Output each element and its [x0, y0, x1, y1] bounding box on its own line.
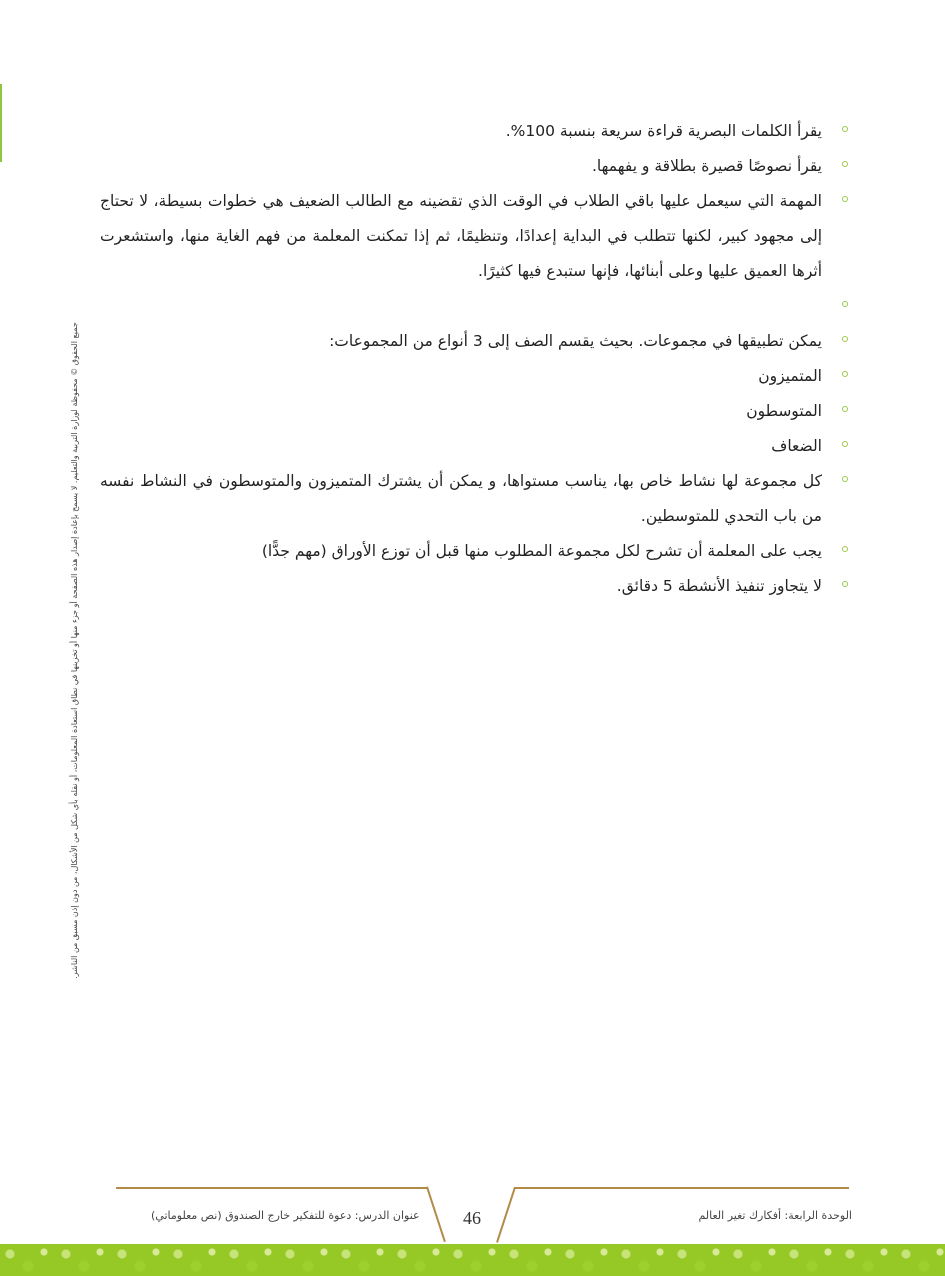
circle-bullet-icon	[842, 336, 848, 342]
list-item	[100, 534, 850, 569]
list-item-text: يمكن تطبيقها في مجموعات. بحيث يقسم الصف إلى 3 أنواع من المجموعات:	[329, 332, 822, 350]
circle-bullet-icon	[842, 406, 848, 412]
footer-right-rule	[514, 1187, 849, 1189]
circle-bullet-icon	[842, 196, 848, 202]
footer-right-slope	[496, 1187, 516, 1243]
circle-bullet-icon	[842, 581, 848, 587]
list-item	[100, 324, 850, 359]
list-item	[100, 289, 850, 324]
list-item	[100, 359, 850, 394]
footer-left-slope	[426, 1186, 446, 1242]
unit-title: الوحدة الرابعة: أفكارك تغير العالم	[698, 1209, 852, 1222]
circle-bullet-icon	[842, 371, 848, 377]
circle-bullet-icon	[842, 161, 848, 167]
list-item-text: لا يتجاوز تنفيذ الأنشطة 5 دقائق.	[616, 577, 822, 595]
list-item	[100, 149, 850, 184]
lesson-title: عنوان الدرس: دعوة للتفكير خارج الصندوق (نص معلوماتي)	[151, 1209, 420, 1222]
footer-left-rule	[116, 1187, 428, 1189]
circle-bullet-icon	[842, 476, 848, 482]
list-item	[100, 184, 850, 289]
list-item-text: يجب على المعلمة أن تشرح لكل مجموعة المطلوب منها قبل أن توزع الأوراق (مهم جدًّا)	[261, 542, 822, 560]
list-item	[100, 114, 850, 149]
bullet-list	[100, 114, 850, 604]
circle-bullet-icon	[842, 126, 848, 132]
main-content	[100, 114, 850, 604]
page-edge-accent	[0, 84, 2, 162]
list-item	[100, 429, 850, 464]
circle-bullet-icon	[842, 441, 848, 447]
page-number: 46	[463, 1208, 481, 1228]
circle-bullet-icon	[842, 546, 848, 552]
list-item-text: المتوسطون	[746, 402, 822, 420]
list-item	[100, 569, 850, 604]
list-item-text: كل مجموعة لها نشاط خاص بها، يناسب مستواها، و يمكن أن يشترك المتميزون والمتوسطون في النشاط نفسه من باب التحدي للمتوسطين.	[100, 472, 822, 525]
circle-bullet-icon	[842, 301, 848, 307]
copyright-text: جميع الحقوق © محفوظة لوزارة التربية والتعليم. لا يسمح بإعادة إصدار هذه الصفحة أو جزء منها أو تخزينها في نطاق استعادة المعلومات، أو نقله بأي شكل من الأشكال، من دون إذن مسبق من الناشر.	[69, 321, 79, 979]
list-item	[100, 394, 850, 429]
footer-decorative-band	[0, 1244, 945, 1276]
list-item	[100, 464, 850, 534]
list-item-text: المهمة التي سيعمل عليها باقي الطلاب في الوقت الذي تقضينه مع الطالب الضعيف هي خطوات بسيطة، لا تحتاج إلى مجهود كبير، لكنها تتطلب في البداية إعدادًا، وتنظيمًا، ثم إذا تمكنت المعلمة من فهم الغاية منها، واستشعرت أثرها العميق عليها وعلى أبنائها، فإنها ستبدع فيها كثيرًا.	[100, 192, 822, 280]
list-item-text: الضعاف	[771, 437, 822, 455]
list-item-text: المتميزون	[758, 367, 822, 385]
list-item-text: يقرأ الكلمات البصرية قراءة سريعة بنسبة 100%.	[505, 122, 822, 140]
list-item-text: يقرأ نصوصًا قصيرة بطلاقة و يفهمها.	[591, 157, 822, 175]
copyright-side-note	[62, 300, 86, 1000]
